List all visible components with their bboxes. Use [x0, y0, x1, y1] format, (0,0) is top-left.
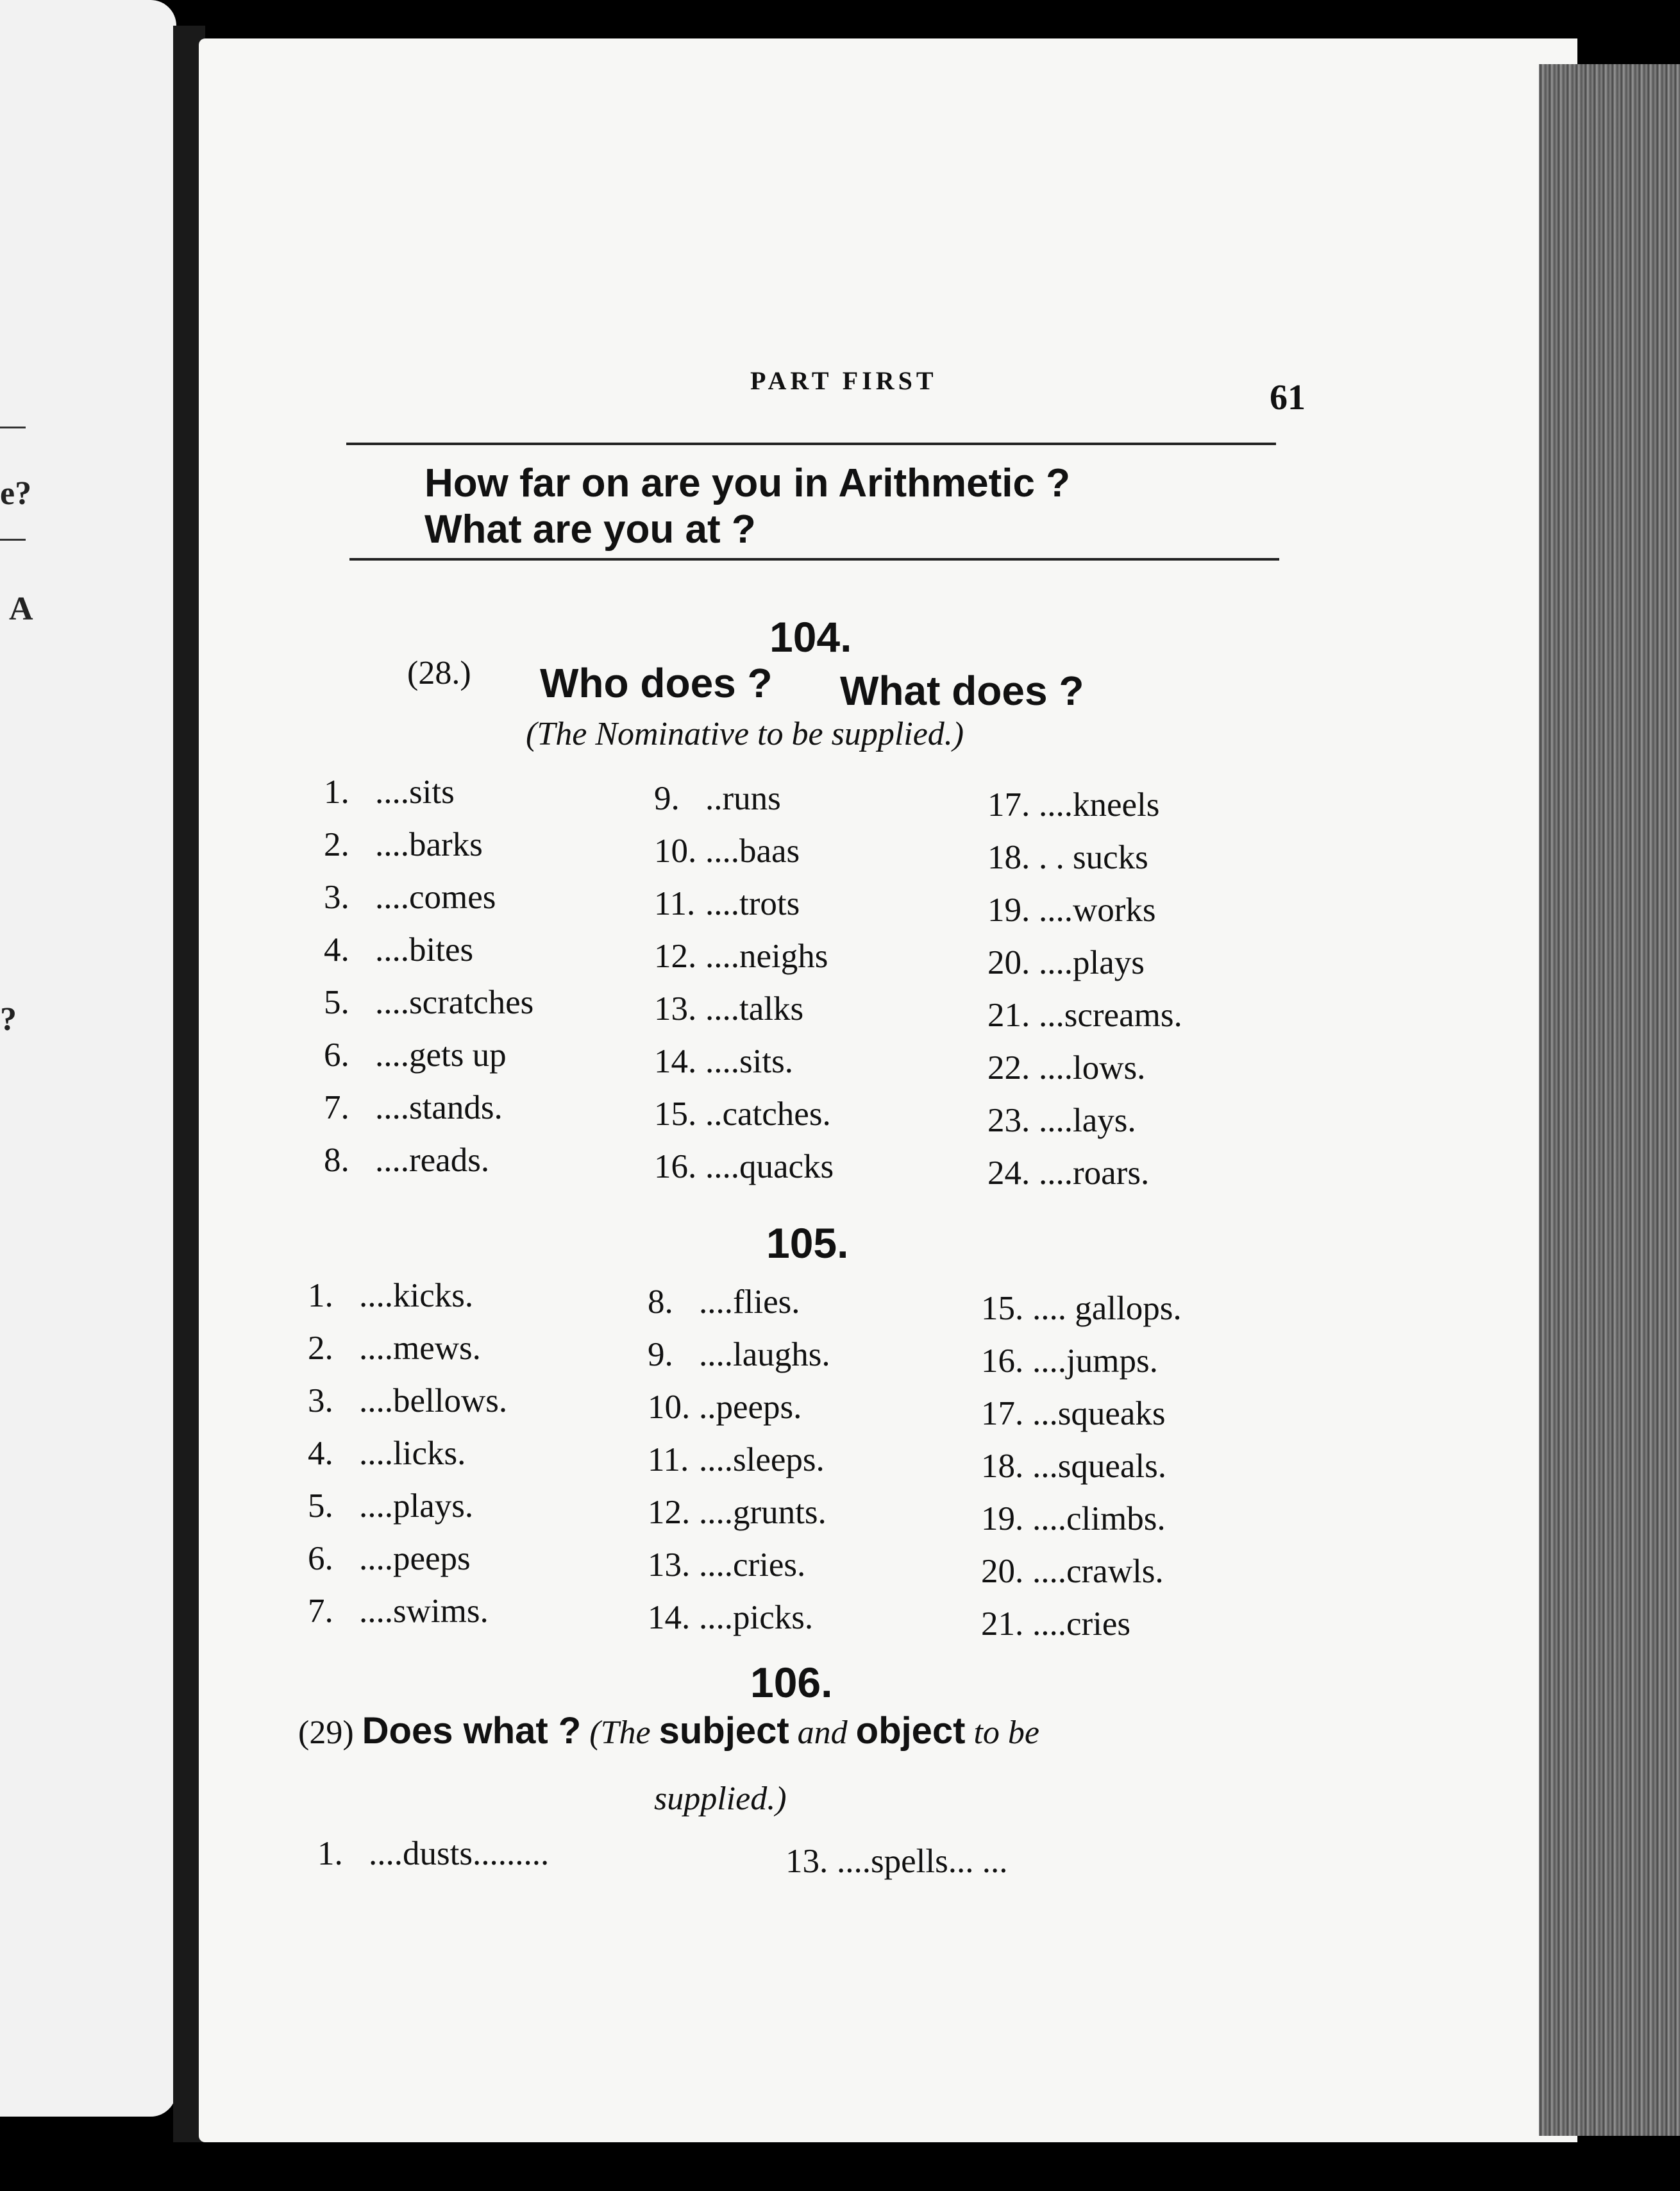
item-number: 3.	[308, 1382, 333, 1419]
item-number: 10.	[648, 1389, 691, 1426]
item-text: ....dusts.........	[369, 1835, 550, 1872]
item-text: ....sleeps.	[699, 1441, 825, 1478]
exercise-item	[654, 779, 781, 818]
facing-page-fragment: ?	[0, 1001, 17, 1038]
exercise-item	[981, 1552, 1164, 1591]
exercise-item	[987, 786, 1159, 824]
exercise-item	[981, 1289, 1182, 1328]
exercise-item	[317, 1834, 549, 1873]
item-number: 13.	[654, 990, 697, 1028]
exercise-item	[648, 1283, 800, 1321]
exercise-item	[981, 1447, 1166, 1485]
item-number: 7.	[308, 1593, 333, 1630]
item-text: ....comes	[375, 879, 496, 916]
exercise-item	[987, 838, 1148, 877]
section-number: 105.	[766, 1219, 849, 1267]
exercise-item	[981, 1342, 1158, 1380]
exercise-item	[654, 884, 800, 923]
exercise-item	[648, 1546, 805, 1584]
item-text: ..peeps.	[699, 1389, 802, 1426]
exercise-item	[324, 773, 455, 811]
item-text: ....works	[1039, 892, 1156, 929]
item-text: ....bites	[375, 931, 474, 969]
facing-page-fragment: A	[9, 591, 33, 627]
item-number: 11.	[648, 1441, 689, 1478]
exercise-item	[785, 1842, 1007, 1881]
exercise-heading: Does what ?	[362, 1710, 582, 1752]
exercise-item	[981, 1394, 1166, 1433]
exercise-item	[648, 1493, 827, 1532]
item-number: 19.	[987, 892, 1030, 929]
item-number: 6.	[324, 1036, 349, 1074]
item-text: ....neighs	[705, 938, 828, 975]
item-text: ....lows.	[1039, 1049, 1146, 1087]
exercise-item	[987, 1049, 1145, 1087]
item-text: . . sucks	[1039, 839, 1148, 876]
item-text: ....quacks	[705, 1148, 834, 1185]
exercise-item	[308, 1434, 466, 1473]
item-text: ....licks.	[359, 1435, 466, 1472]
banner-top-rule	[346, 443, 1276, 445]
exercise-item	[981, 1500, 1166, 1538]
item-number: 16.	[654, 1148, 697, 1185]
item-number: 21.	[987, 997, 1030, 1034]
exercise-item	[648, 1335, 830, 1374]
exercise-item	[981, 1605, 1130, 1643]
item-text: ....plays.	[359, 1487, 474, 1525]
exercise-item	[308, 1382, 507, 1420]
item-number: 1.	[308, 1277, 333, 1314]
exercise-item	[308, 1592, 489, 1630]
item-number: 24.	[987, 1155, 1030, 1192]
exercise-item	[648, 1441, 825, 1479]
exercise-item	[324, 931, 473, 969]
item-text: ....climbs.	[1032, 1500, 1166, 1537]
exercise-item	[308, 1539, 471, 1578]
item-text: ....gets up	[375, 1036, 507, 1074]
item-text: ....laughs.	[699, 1336, 830, 1373]
exercise-instruction: (The Nominative to be supplied.)	[526, 716, 964, 752]
item-number: 17.	[981, 1395, 1024, 1432]
exercise-heading: Who does ?	[540, 660, 773, 706]
exercise-item	[648, 1598, 813, 1637]
item-number: 15.	[654, 1096, 697, 1133]
item-text: ..runs	[705, 780, 781, 817]
item-number: 12.	[648, 1494, 691, 1531]
instruction-part: object	[855, 1710, 966, 1752]
instruction-part: and	[797, 1714, 848, 1751]
section-number: 104.	[769, 613, 852, 661]
instruction-part: (The	[589, 1714, 651, 1751]
exercise-item	[308, 1276, 473, 1315]
item-text: ....bellows.	[359, 1382, 508, 1419]
item-number: 22.	[987, 1049, 1030, 1087]
exercise-item	[654, 1147, 834, 1186]
exercise-item	[987, 1154, 1149, 1192]
exercise-item	[324, 1088, 503, 1127]
exercise-item	[324, 1141, 489, 1180]
item-number: 23.	[987, 1102, 1030, 1139]
exercise-item	[987, 996, 1182, 1035]
item-text: ...squeaks	[1032, 1395, 1166, 1432]
item-text: ....crawls.	[1032, 1553, 1164, 1590]
item-number: 8.	[648, 1283, 673, 1321]
item-text: ....picks.	[699, 1599, 814, 1636]
item-number: 9.	[648, 1336, 673, 1373]
exercise-item	[987, 891, 1156, 929]
exercise-item	[987, 943, 1145, 982]
item-text: ....swims.	[359, 1593, 489, 1630]
exercise-item	[308, 1487, 473, 1525]
exercise-heading: What does ?	[840, 668, 1084, 714]
exercise-item	[324, 1036, 507, 1074]
item-number: 13.	[785, 1843, 828, 1880]
item-number: 10.	[654, 833, 697, 870]
exercise-item	[648, 1388, 802, 1426]
exercise-number: (28.)	[407, 655, 471, 691]
item-number: 11.	[654, 885, 696, 922]
exercise-item	[308, 1329, 481, 1367]
exercise-heading-line	[298, 1709, 1039, 1752]
exercise-item	[324, 878, 496, 917]
item-number: 4.	[324, 931, 349, 969]
facing-page-fragment: e?	[0, 475, 32, 512]
instruction-part: to be	[973, 1714, 1039, 1751]
banner-line-2: What are you at ?	[424, 507, 756, 552]
banner-bottom-rule	[349, 558, 1279, 561]
item-number: 6.	[308, 1540, 333, 1577]
item-text: ....barks	[375, 826, 483, 863]
exercise-item	[654, 1042, 793, 1081]
exercise-instruction-line-2: supplied.)	[654, 1781, 787, 1817]
page-number: 61	[1270, 378, 1306, 418]
item-number: 20.	[987, 944, 1030, 981]
item-text: .... gallops.	[1032, 1290, 1182, 1327]
item-text: ....cries	[1032, 1605, 1131, 1643]
item-text: ....mews.	[359, 1330, 481, 1367]
item-text: ....baas	[705, 833, 800, 870]
item-text: ....grunts.	[699, 1494, 827, 1531]
instruction-part: subject	[659, 1710, 789, 1752]
item-number: 2.	[324, 826, 349, 863]
item-text: ....cries.	[699, 1546, 806, 1584]
exercise-item	[987, 1101, 1136, 1140]
item-number: 12.	[654, 938, 697, 975]
item-number: 3.	[324, 879, 349, 916]
item-text: ....reads.	[375, 1142, 490, 1179]
facing-page-rule	[0, 539, 26, 541]
item-text: ....peeps	[359, 1540, 471, 1577]
item-text: ...squeals.	[1032, 1448, 1167, 1485]
item-number: 14.	[648, 1599, 691, 1636]
exercise-item	[324, 825, 483, 864]
section-number: 106.	[750, 1659, 833, 1706]
item-text: ....kneels	[1039, 786, 1160, 824]
item-number: 9.	[654, 780, 680, 817]
item-number: 8.	[324, 1142, 349, 1179]
item-text: ....sits.	[705, 1043, 793, 1080]
item-number: 2.	[308, 1330, 333, 1367]
exercise-number: (29)	[298, 1714, 354, 1751]
running-head: PART FIRST	[750, 366, 937, 395]
item-text: ....lays.	[1039, 1102, 1136, 1139]
item-number: 1.	[317, 1835, 343, 1872]
exercise-item	[654, 937, 828, 976]
item-number: 21.	[981, 1605, 1024, 1643]
item-number: 4.	[308, 1435, 333, 1472]
item-number: 17.	[987, 786, 1030, 824]
item-number: 5.	[308, 1487, 333, 1525]
item-text: ....spells... ...	[837, 1843, 1008, 1880]
item-number: 15.	[981, 1290, 1024, 1327]
item-number: 7.	[324, 1089, 349, 1126]
item-number: 20.	[981, 1553, 1024, 1590]
exercise-item	[324, 983, 533, 1022]
page-edges	[1539, 64, 1680, 2136]
item-text: ....flies.	[699, 1283, 800, 1321]
item-text: ...screams.	[1039, 997, 1182, 1034]
item-text: ..catches.	[705, 1096, 831, 1133]
exercise-item	[654, 1095, 831, 1133]
item-number: 19.	[981, 1500, 1024, 1537]
item-text: ....trots	[705, 885, 800, 922]
facing-page-rule	[0, 427, 26, 428]
facing-page	[0, 0, 176, 2117]
item-number: 1.	[324, 774, 349, 811]
item-number: 14.	[654, 1043, 697, 1080]
item-number: 5.	[324, 984, 349, 1021]
item-text: ....plays	[1039, 944, 1145, 981]
item-text: ....sits	[375, 774, 455, 811]
item-text: ....stands.	[375, 1089, 503, 1126]
item-text: ....talks	[705, 990, 804, 1028]
item-number: 16.	[981, 1342, 1024, 1380]
item-text: ....jumps.	[1032, 1342, 1158, 1380]
item-number: 13.	[648, 1546, 691, 1584]
item-text: ....kicks.	[359, 1277, 474, 1314]
exercise-item	[654, 832, 800, 870]
item-text: ....roars.	[1039, 1155, 1150, 1192]
item-number: 18.	[987, 839, 1030, 876]
banner-line-1: How far on are you in Arithmetic ?	[424, 461, 1071, 505]
item-text: ....scratches	[375, 984, 534, 1021]
item-number: 18.	[981, 1448, 1024, 1485]
exercise-item	[654, 990, 803, 1028]
